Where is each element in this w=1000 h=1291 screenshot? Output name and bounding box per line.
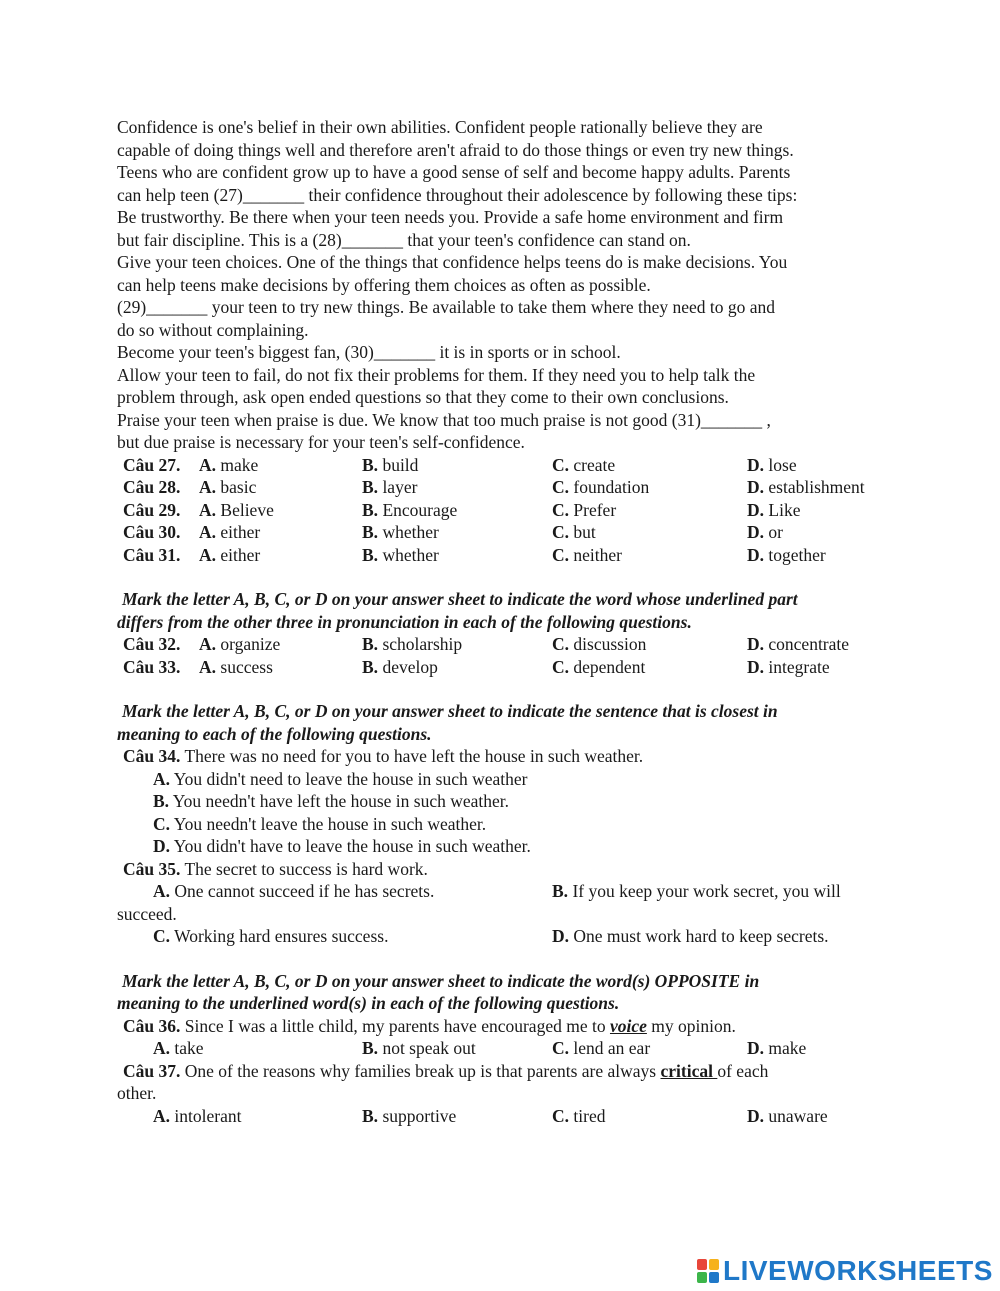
liveworksheets-logo[interactable] <box>697 1256 993 1286</box>
option-a[interactable]: A. You didn't need to leave the house in such weather <box>153 768 528 789</box>
passage-line: problem through, ask open ended questions so that they come to their own conclusions. <box>117 387 729 407</box>
option-d[interactable]: D. together <box>747 544 826 565</box>
option-d[interactable]: D. or <box>747 522 783 542</box>
closest-meaning-section <box>117 700 887 948</box>
option-b[interactable]: B. build <box>362 454 419 475</box>
option-a[interactable]: A. basic <box>199 477 257 497</box>
option-d[interactable]: D. make <box>747 1038 807 1058</box>
question-stem: Câu 35. The secret to success is hard work. <box>123 858 428 879</box>
cloze-questions <box>117 454 887 567</box>
underlined-word: voice <box>609 1015 647 1036</box>
question-number: Câu 28. <box>123 477 181 497</box>
passage <box>117 116 887 454</box>
option-c[interactable]: C. discussion <box>552 634 647 654</box>
option-c[interactable]: C. tired <box>552 1105 606 1126</box>
passage-line: Praise your teen when praise is due. We know that too much praise is not good (31)_______ , <box>117 409 771 430</box>
option-b[interactable]: B. Encourage <box>362 499 458 520</box>
option-b[interactable]: B. not speak out <box>362 1038 476 1058</box>
option-d[interactable]: D. One must work hard to keep secrets. <box>552 926 829 946</box>
option-row <box>117 880 887 903</box>
passage-line: can help teen (27)_______ their confidence throughout their adolescence by following these tips: <box>117 184 798 205</box>
passage-line: but fair discipline. This is a (28)_______ that your teen's confidence can stand on. <box>117 229 691 250</box>
option-b[interactable]: B. layer <box>362 477 418 497</box>
question-row <box>117 1037 887 1060</box>
option-b[interactable]: B. supportive <box>362 1105 457 1126</box>
passage-line: Be trustworthy. Be there when your teen needs you. Provide a safe home environment and firm <box>117 207 784 227</box>
question-row <box>117 633 887 656</box>
question-stem: Câu 36. Since I was a little child, my parents have encouraged me to voice my opinion. <box>123 1015 736 1036</box>
option-c[interactable]: C. You needn't leave the house in such weather. <box>153 813 487 834</box>
section-instruction: meaning to the underlined word(s) in each of the following questions. <box>117 993 620 1013</box>
option-b[interactable]: B. whether <box>362 522 439 542</box>
option-a[interactable]: A. Believe <box>199 499 274 520</box>
option-c[interactable]: C. dependent <box>552 656 646 677</box>
option-b-continued: succeed. <box>117 903 177 924</box>
spacer <box>117 678 887 700</box>
passage-line: do so without complaining. <box>117 319 309 340</box>
spacer <box>117 566 887 588</box>
option-c[interactable]: C. Prefer <box>552 499 617 520</box>
option-b[interactable]: B. If you keep your work secret, you will <box>552 881 841 901</box>
section-instruction: meaning to each of the following questions. <box>117 723 432 744</box>
question-number: Câu 33. <box>123 656 181 677</box>
passage-line: Become your teen's biggest fan, (30)_______ it is in sports or in school. <box>117 342 621 362</box>
option-d[interactable]: D. Like <box>747 499 801 520</box>
option-row <box>117 925 887 948</box>
option-a[interactable]: A. take <box>153 1038 204 1058</box>
option-d[interactable]: D. You didn't have to leave the house in such weather. <box>153 836 531 856</box>
question-stem: Câu 34. There was no need for you to have left the house in such weather. <box>123 746 644 766</box>
question-number: Câu 29. <box>123 499 181 520</box>
option-c[interactable]: C. but <box>552 522 596 542</box>
option-c[interactable]: C. foundation <box>552 477 650 497</box>
passage-line: Give your teen choices. One of the things that confidence helps teens do is make decisions. You <box>117 252 788 272</box>
question-number: Câu 31. <box>123 544 181 565</box>
section-instruction: Mark the letter A, B, C, or D on your answer sheet to indicate the word whose underlined part <box>122 589 798 609</box>
option-c[interactable]: C. lend an ear <box>552 1038 651 1058</box>
question-stem: Câu 37. One of the reasons why families break up is that parents are always critical of each <box>123 1060 769 1081</box>
passage-line: Allow your teen to fail, do not fix their problems for them. If they need you to help talk the <box>117 364 756 385</box>
worksheet-page <box>117 116 887 1127</box>
option-a[interactable]: A. either <box>199 522 261 542</box>
option-a[interactable]: A. success <box>199 656 273 677</box>
question-row <box>117 454 887 477</box>
option-a[interactable]: A. organize <box>199 634 281 654</box>
underlined-word: critical <box>660 1060 718 1081</box>
option-b[interactable]: B. develop <box>362 656 438 677</box>
question-number: Câu 34. <box>123 746 181 766</box>
passage-line: capable of doing things well and therefore aren't afraid to do those things or even try new things. <box>117 139 794 160</box>
option-d[interactable]: D. unaware <box>747 1105 828 1126</box>
opposite-meaning-section <box>117 970 887 1128</box>
question-row <box>117 476 887 499</box>
question-number: Câu 35. <box>123 858 181 879</box>
question-stem-continued: other. <box>117 1083 157 1103</box>
pronunciation-section <box>117 588 887 678</box>
option-c[interactable]: C. create <box>552 454 616 475</box>
question-row <box>117 1105 887 1128</box>
spacer <box>117 948 887 970</box>
option-d[interactable]: D. integrate <box>747 656 830 677</box>
passage-line: can help teens make decisions by offering them choices as often as possible. <box>117 274 651 295</box>
question-row <box>117 499 887 522</box>
option-c[interactable]: C. neither <box>552 544 622 565</box>
question-row <box>117 521 887 544</box>
question-row <box>117 544 887 567</box>
question-row <box>117 656 887 679</box>
passage-line: Teens who are confident grow up to have a good sense of self and become happy adults. Parents <box>117 162 791 182</box>
option-a[interactable]: A. either <box>199 544 261 565</box>
passage-line: but due praise is necessary for your teen's self-confidence. <box>117 432 525 452</box>
logo-text: LIVEWORKSHEETS <box>723 1254 993 1286</box>
question-number: Câu 30. <box>123 522 181 542</box>
option-b[interactable]: B. whether <box>362 544 439 565</box>
option-d[interactable]: D. concentrate <box>747 634 850 654</box>
section-instruction: Mark the letter A, B, C, or D on your answer sheet to indicate the word(s) OPPOSITE in <box>122 970 760 991</box>
option-b[interactable]: B. You needn't have left the house in such weather. <box>153 791 510 811</box>
option-d[interactable]: D. establishment <box>747 477 865 497</box>
passage-line: Confidence is one's belief in their own abilities. Confident people rationally believe they are <box>117 117 763 137</box>
option-a[interactable]: A. One cannot succeed if he has secrets. <box>153 881 435 901</box>
section-instruction: differs from the other three in pronunciation in each of the following questions. <box>117 611 692 632</box>
logo-icon <box>697 1259 719 1283</box>
question-number: Câu 32. <box>123 634 181 654</box>
option-b[interactable]: B. scholarship <box>362 634 463 654</box>
question-number: Câu 36. <box>123 1015 181 1036</box>
section-instruction: Mark the letter A, B, C, or D on your answer sheet to indicate the sentence that is closest in <box>122 701 778 721</box>
option-c[interactable]: C. Working hard ensures success. <box>153 926 389 946</box>
question-number: Câu 27. <box>123 454 181 475</box>
question-number: Câu 37. <box>123 1060 181 1081</box>
option-d[interactable]: D. lose <box>747 454 797 475</box>
passage-line: (29)_______ your teen to try new things. Be available to take them where they need to go and <box>117 297 776 317</box>
option-a[interactable]: A. make <box>199 454 259 475</box>
option-a[interactable]: A. intolerant <box>153 1105 242 1126</box>
